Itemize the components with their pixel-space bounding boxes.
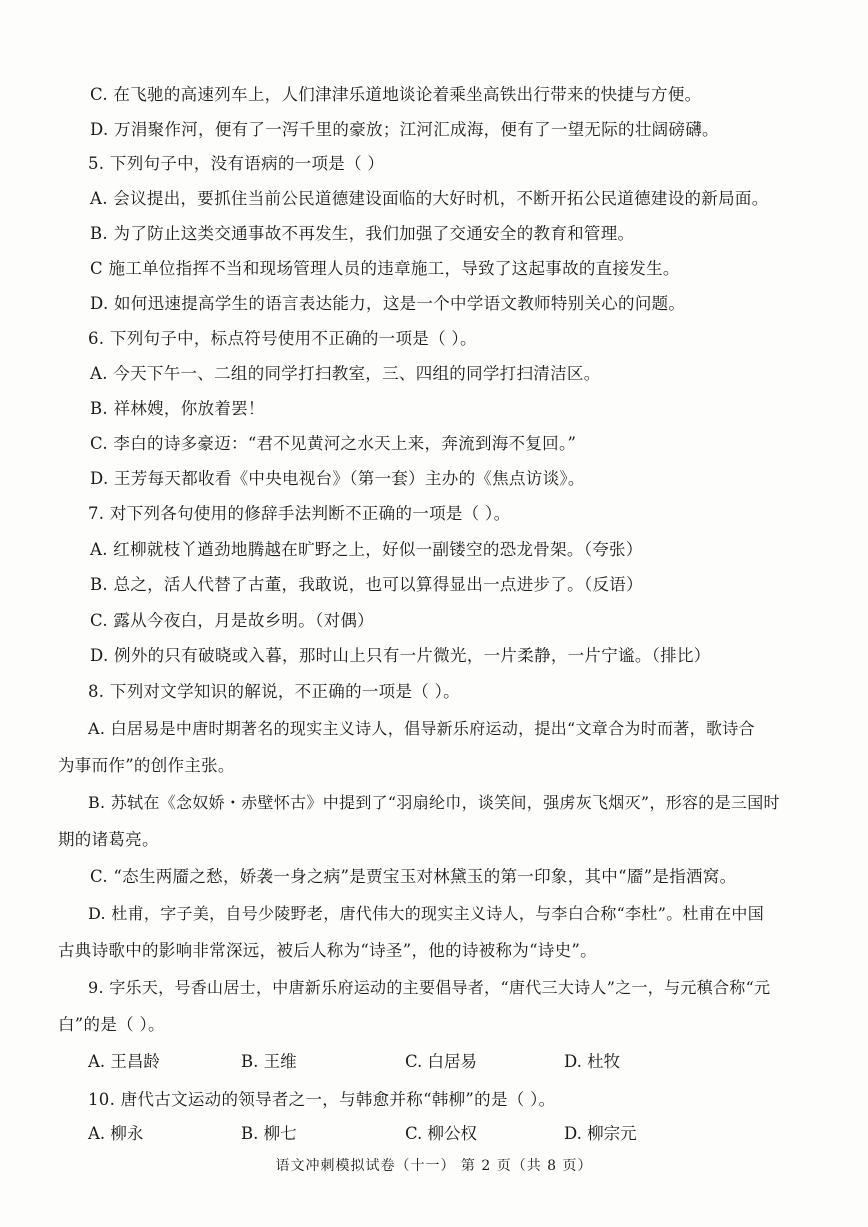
q10-option-c: C. 柳公权 <box>405 1124 478 1143</box>
q8-option-a-cont: 为事而作”的创作主张。 <box>58 756 235 775</box>
q5-option-d: D. 如何迅速提高学生的语言表达能力，这是一个中学语文教师特别关心的问题。 <box>90 294 686 313</box>
question-7-stem: 7. 对下列各句使用的修辞手法判断不正确的一项是（ ）。 <box>88 504 511 523</box>
q8-option-b-cont: 期的诸葛亮。 <box>58 830 159 849</box>
q8-option-c: C. “态生两靥之愁，娇袭一身之病”是贾宝玉对林黛玉的第一印象，其中“靥”是指酒窝。 <box>90 867 737 886</box>
q5-option-b: B. 为了防止这类交通事故不再发生，我们加强了交通安全的教育和管理。 <box>90 224 635 243</box>
q9-option-c: C. 白居易 <box>405 1052 478 1071</box>
q6-option-a: A. 今天下午一、二组的同学打扫教室，三、四组的同学打扫清洁区。 <box>90 364 601 383</box>
q8-option-a: A. 白居易是中唐时期著名的现实主义诗人，倡导新乐府运动，提出“文章合为时而著，歌诗合 <box>88 719 755 738</box>
q8-option-b: B. 苏轼在《念奴娇・赤壁怀古》中提到了“羽扇纶巾，谈笑间，强虏灰飞烟灭”，形容的是三国时 <box>88 793 780 812</box>
q4-option-c: C. 在飞驰的高速列车上，人们津津乐道地谈论着乘坐高铁出行带来的快捷与方便。 <box>90 85 702 104</box>
q9-option-a: A. 王昌龄 <box>88 1052 160 1071</box>
q6-option-c: C. 李白的诗多豪迈：“君不见黄河之水天上来，奔流到海不复回。” <box>90 434 577 453</box>
q8-option-d: D. 杜甫，字子美，自号少陵野老，唐代伟大的现实主义诗人，与李白合称“李杜”。杜甫在中国 <box>88 904 764 923</box>
question-5-stem: 5. 下列句子中，没有语病的一项是（ ） <box>88 154 385 173</box>
q6-option-b: B. 祥林嫂，你放着罢！ <box>90 399 265 418</box>
page-footer: 语文冲刺模拟试卷（十一） 第 2 页（共 8 页） <box>275 1158 593 1174</box>
q5-option-a: A. 会议提出，要抓住当前公民道德建设面临的大好时机，不断开拓公民道德建设的新局面。 <box>90 189 769 208</box>
q6-option-d: D. 王芳每天都收看《中央电视台》（第一套）主办的《焦点访谈》。 <box>90 469 585 488</box>
q5-option-c: C 施工单位指挥不当和现场管理人员的违章施工，导致了这起事故的直接发生。 <box>90 259 680 278</box>
q10-option-b: B. 柳七 <box>241 1124 297 1143</box>
question-10-stem: 10. 唐代古文运动的领导者之一，与韩愈并称“韩柳”的是（ ）。 <box>88 1090 556 1109</box>
question-9-stem-cont: 白”的是（ ）。 <box>58 1015 165 1034</box>
q8-option-d-cont: 古典诗歌中的影响非常深远，被后人称为“诗圣”，他的诗被称为“诗史”。 <box>58 941 597 960</box>
q7-option-a: A. 红柳就枝丫遒劲地腾越在旷野之上，好似一副镂空的恐龙骨架。（夸张） <box>90 540 643 559</box>
question-9-stem: 9. 字乐天，号香山居士，中唐新乐府运动的主要倡导者，“唐代三大诗人”之一，与元稹合称“元 <box>88 978 771 997</box>
q9-option-d: D. 杜牧 <box>564 1052 621 1071</box>
q9-option-b: B. 王维 <box>241 1052 297 1071</box>
q7-option-b: B. 总之，活人代替了古董，我敢说，也可以算得显出一点进步了。（反语） <box>90 575 643 594</box>
question-8-stem: 8. 下列对文学知识的解说，不正确的一项是（ ）。 <box>88 682 460 701</box>
question-6-stem: 6. 下列句子中，标点符号使用不正确的一项是（ ）。 <box>88 329 477 348</box>
q10-option-a: A. 柳永 <box>88 1124 144 1143</box>
q4-option-d: D. 万涓聚作河，便有了一泻千里的豪放；江河汇成海，便有了一望无际的壮阔磅礴。 <box>90 120 719 139</box>
q7-option-d: D. 例外的只有破晓或入暮，那时山上只有一片微光，一片柔静，一片宁谧。（排比） <box>90 646 711 665</box>
q10-option-d: D. 柳宗元 <box>564 1124 637 1143</box>
q7-option-c: C. 露从今夜白，月是故乡明。（对偶） <box>90 611 374 630</box>
